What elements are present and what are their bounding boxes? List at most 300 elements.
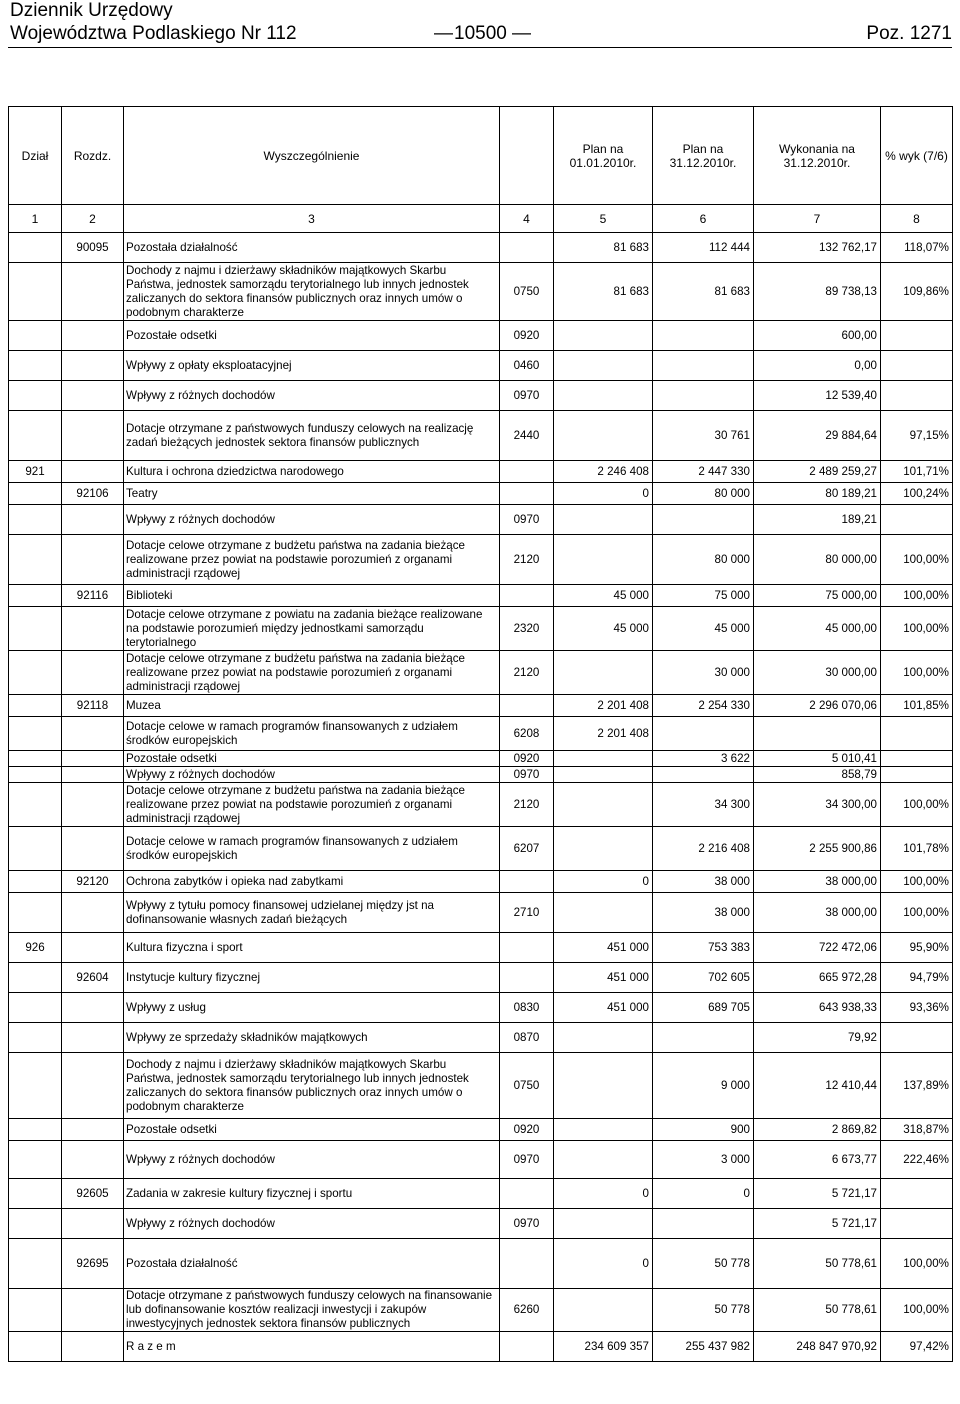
cell-description: Ochrona zabytków i opieka nad zabytkami — [124, 871, 500, 893]
cell-percent: 100,00% — [881, 585, 953, 607]
table-row — [9, 1119, 953, 1141]
cell-dzial — [9, 1119, 62, 1141]
cell-execution: 80 189,21 — [754, 483, 881, 505]
cell-paragraph — [500, 483, 554, 505]
cell-rozdz — [62, 751, 124, 767]
cell-dzial — [9, 695, 62, 717]
cell-execution: 34 300,00 — [754, 783, 881, 827]
table-row — [9, 1239, 953, 1289]
cell-description: Wpływy z usług — [124, 993, 500, 1023]
cell-paragraph: 0920 — [500, 751, 554, 767]
page-header — [10, 0, 952, 46]
cell-plan-start: 2 246 408 — [554, 461, 653, 483]
cell-rozdz — [62, 505, 124, 535]
cell-percent: 94,79% — [881, 963, 953, 993]
cell-percent: 222,46% — [881, 1141, 953, 1179]
cell-plan-end — [653, 351, 754, 381]
cell-percent: 97,15% — [881, 411, 953, 461]
table-row — [9, 461, 953, 483]
cell-plan-start: 234 609 357 — [554, 1332, 653, 1362]
column-number: 3 — [124, 205, 500, 233]
cell-execution: 5 010,41 — [754, 751, 881, 767]
table-row — [9, 263, 953, 321]
cell-plan-end: 50 778 — [653, 1289, 754, 1332]
table-row — [9, 1179, 953, 1209]
cell-description: Kultura i ochrona dziedzictwa narodowego — [124, 461, 500, 483]
cell-plan-end: 2 216 408 — [653, 827, 754, 871]
cell-plan-start — [554, 893, 653, 933]
cell-rozdz — [62, 263, 124, 321]
cell-plan-start — [554, 751, 653, 767]
cell-rozdz: 92118 — [62, 695, 124, 717]
cell-plan-start: 2 201 408 — [554, 717, 653, 751]
cell-description: Wpływy z różnych dochodów — [124, 1209, 500, 1239]
page-number-dash-right: — — [512, 23, 531, 44]
cell-paragraph — [500, 963, 554, 993]
cell-rozdz — [62, 651, 124, 695]
table-row — [9, 535, 953, 585]
cell-plan-start: 0 — [554, 1179, 653, 1209]
position-number: Poz. 1271 — [866, 23, 952, 44]
cell-execution: 5 721,17 — [754, 1209, 881, 1239]
table-row — [9, 233, 953, 263]
cell-plan-start — [554, 1119, 653, 1141]
cell-description: Dochody z najmu i dzierżawy składników majątkowych Skarbu Państwa, jednostek samorządu terytorialnego lub innych jednostek zaliczanych do sektora finansów publicznych oraz innych umów o podobnym charakterze — [124, 1053, 500, 1119]
cell-plan-end — [653, 321, 754, 351]
cell-description: Biblioteki — [124, 585, 500, 607]
column-number: 7 — [754, 205, 881, 233]
cell-plan-start: 45 000 — [554, 607, 653, 651]
cell-dzial — [9, 607, 62, 651]
cell-plan-start — [554, 411, 653, 461]
cell-paragraph: 6208 — [500, 717, 554, 751]
cell-execution: 248 847 970,92 — [754, 1332, 881, 1362]
column-header-rozdz: Rozdz. — [62, 107, 124, 205]
column-number: 4 — [500, 205, 554, 233]
table-row — [9, 963, 953, 993]
cell-dzial — [9, 1053, 62, 1119]
cell-plan-start: 451 000 — [554, 993, 653, 1023]
cell-percent: 100,00% — [881, 651, 953, 695]
cell-paragraph: 0970 — [500, 381, 554, 411]
cell-plan-start: 0 — [554, 483, 653, 505]
column-header-paragraph — [500, 107, 554, 205]
cell-execution: 12 539,40 — [754, 381, 881, 411]
cell-dzial — [9, 751, 62, 767]
column-number: 1 — [9, 205, 62, 233]
cell-dzial — [9, 1023, 62, 1053]
cell-dzial — [9, 585, 62, 607]
cell-percent: 95,90% — [881, 933, 953, 963]
cell-execution: 29 884,64 — [754, 411, 881, 461]
page-number: 10500 — [454, 23, 507, 44]
cell-dzial — [9, 1179, 62, 1209]
cell-plan-start: 0 — [554, 1239, 653, 1289]
cell-rozdz: 92106 — [62, 483, 124, 505]
cell-plan-end — [653, 505, 754, 535]
table-row — [9, 585, 953, 607]
cell-plan-start — [554, 1289, 653, 1332]
budget-table — [8, 106, 953, 1362]
cell-paragraph — [500, 233, 554, 263]
cell-description: Pozostała działalność — [124, 233, 500, 263]
cell-paragraph: 0750 — [500, 263, 554, 321]
cell-execution: 2 489 259,27 — [754, 461, 881, 483]
header-rule — [8, 47, 952, 48]
cell-rozdz — [62, 321, 124, 351]
cell-percent — [881, 1209, 953, 1239]
cell-dzial — [9, 717, 62, 751]
cell-paragraph — [500, 871, 554, 893]
cell-execution: 2 255 900,86 — [754, 827, 881, 871]
cell-description: R a z e m — [124, 1332, 500, 1362]
cell-plan-start: 451 000 — [554, 933, 653, 963]
cell-description: Dotacje celowe otrzymane z budżetu państwa na zadania bieżące realizowane przez powiat na podstawie porozumień z organami administracji rządowej — [124, 783, 500, 827]
cell-description: Dotacje celowe w ramach programów finansowanych z udziałem środków europejskich — [124, 717, 500, 751]
table-row — [9, 607, 953, 651]
cell-plan-start — [554, 1141, 653, 1179]
cell-description: Instytucje kultury fizycznej — [124, 963, 500, 993]
cell-execution: 858,79 — [754, 767, 881, 783]
cell-paragraph: 2120 — [500, 783, 554, 827]
cell-dzial — [9, 767, 62, 783]
cell-paragraph — [500, 1332, 554, 1362]
cell-plan-end: 0 — [653, 1179, 754, 1209]
cell-execution: 2 296 070,06 — [754, 695, 881, 717]
cell-rozdz — [62, 993, 124, 1023]
cell-plan-start — [554, 321, 653, 351]
cell-plan-end: 30 000 — [653, 651, 754, 695]
cell-execution: 12 410,44 — [754, 1053, 881, 1119]
cell-rozdz — [62, 1332, 124, 1362]
cell-execution: 600,00 — [754, 321, 881, 351]
cell-percent — [881, 1023, 953, 1053]
cell-percent: 100,00% — [881, 535, 953, 585]
cell-rozdz — [62, 1209, 124, 1239]
cell-description: Wpływy z różnych dochodów — [124, 767, 500, 783]
cell-execution: 75 000,00 — [754, 585, 881, 607]
cell-execution: 50 778,61 — [754, 1239, 881, 1289]
cell-rozdz — [62, 351, 124, 381]
cell-description: Kultura fizyczna i sport — [124, 933, 500, 963]
cell-plan-start — [554, 767, 653, 783]
cell-plan-end: 75 000 — [653, 585, 754, 607]
table-row — [9, 767, 953, 783]
column-header-description: Wyszczególnienie — [124, 107, 500, 205]
column-header-execution: Wykonania na 31.12.2010r. — [754, 107, 881, 205]
cell-rozdz — [62, 933, 124, 963]
cell-rozdz: 92695 — [62, 1239, 124, 1289]
page-number-dash-left: — — [434, 23, 453, 44]
column-number: 5 — [554, 205, 653, 233]
cell-description: Wpływy z różnych dochodów — [124, 1141, 500, 1179]
table-row — [9, 871, 953, 893]
cell-dzial — [9, 963, 62, 993]
cell-rozdz — [62, 381, 124, 411]
cell-percent: 101,71% — [881, 461, 953, 483]
cell-paragraph: 6207 — [500, 827, 554, 871]
cell-description: Pozostałe odsetki — [124, 321, 500, 351]
cell-paragraph — [500, 1179, 554, 1209]
cell-dzial — [9, 893, 62, 933]
table-row — [9, 783, 953, 827]
cell-description: Pozostałe odsetki — [124, 1119, 500, 1141]
cell-plan-start: 81 683 — [554, 233, 653, 263]
cell-rozdz: 92604 — [62, 963, 124, 993]
cell-plan-start — [554, 1023, 653, 1053]
cell-percent: 93,36% — [881, 993, 953, 1023]
table-row — [9, 1141, 953, 1179]
column-header-dzial: Dział — [9, 107, 62, 205]
cell-description: Dotacje otrzymane z państwowych funduszy celowych na finansowanie lub dofinansowanie kosztów realizacji inwestycji i zakupów inwestycyjnych jednostek sektora finansów publicznych — [124, 1289, 500, 1332]
cell-dzial — [9, 993, 62, 1023]
cell-plan-end: 2 447 330 — [653, 461, 754, 483]
cell-description: Dotacje celowe otrzymane z budżetu państwa na zadania bieżące realizowane przez powiat na podstawie porozumień z organami administracji rządowej — [124, 651, 500, 695]
cell-rozdz — [62, 1289, 124, 1332]
column-number: 8 — [881, 205, 953, 233]
cell-rozdz — [62, 767, 124, 783]
cell-plan-end: 112 444 — [653, 233, 754, 263]
cell-plan-end: 2 254 330 — [653, 695, 754, 717]
column-header-plan-end: Plan na 31.12.2010r. — [653, 107, 754, 205]
cell-paragraph: 0830 — [500, 993, 554, 1023]
cell-plan-end: 38 000 — [653, 893, 754, 933]
cell-rozdz — [62, 1141, 124, 1179]
cell-description: Wpływy ze sprzedaży składników majątkowych — [124, 1023, 500, 1053]
column-number: 2 — [62, 205, 124, 233]
cell-plan-end: 9 000 — [653, 1053, 754, 1119]
cell-plan-start: 81 683 — [554, 263, 653, 321]
cell-execution: 38 000,00 — [754, 893, 881, 933]
cell-plan-end — [653, 1023, 754, 1053]
table-row — [9, 505, 953, 535]
cell-plan-start — [554, 505, 653, 535]
cell-dzial — [9, 321, 62, 351]
cell-percent: 101,78% — [881, 827, 953, 871]
cell-dzial — [9, 505, 62, 535]
cell-plan-end — [653, 381, 754, 411]
cell-plan-end: 689 705 — [653, 993, 754, 1023]
cell-percent: 100,00% — [881, 893, 953, 933]
cell-description: Pozostała działalność — [124, 1239, 500, 1289]
cell-paragraph — [500, 695, 554, 717]
cell-execution: 132 762,17 — [754, 233, 881, 263]
cell-percent — [881, 505, 953, 535]
cell-dzial — [9, 651, 62, 695]
cell-plan-end: 753 383 — [653, 933, 754, 963]
cell-paragraph: 0460 — [500, 351, 554, 381]
cell-percent: 100,00% — [881, 607, 953, 651]
cell-rozdz: 92116 — [62, 585, 124, 607]
cell-dzial — [9, 263, 62, 321]
cell-percent — [881, 321, 953, 351]
cell-percent: 118,07% — [881, 233, 953, 263]
cell-description: Dotacje celowe w ramach programów finansowanych z udziałem środków europejskich — [124, 827, 500, 871]
cell-execution: 89 738,13 — [754, 263, 881, 321]
cell-rozdz: 92120 — [62, 871, 124, 893]
cell-percent: 100,00% — [881, 1239, 953, 1289]
table-row — [9, 651, 953, 695]
table-row — [9, 1023, 953, 1053]
cell-paragraph: 2120 — [500, 651, 554, 695]
cell-plan-end — [653, 767, 754, 783]
cell-dzial — [9, 233, 62, 263]
cell-execution: 79,92 — [754, 1023, 881, 1053]
column-number-row — [9, 205, 953, 233]
cell-percent: 100,00% — [881, 1289, 953, 1332]
cell-percent: 318,87% — [881, 1119, 953, 1141]
cell-description: Muzea — [124, 695, 500, 717]
cell-paragraph: 0970 — [500, 1141, 554, 1179]
column-header-plan-start: Plan na 01.01.2010r. — [554, 107, 653, 205]
cell-rozdz — [62, 783, 124, 827]
cell-plan-start — [554, 351, 653, 381]
table-row — [9, 1332, 953, 1362]
cell-plan-start: 2 201 408 — [554, 695, 653, 717]
table-row — [9, 993, 953, 1023]
cell-percent — [881, 381, 953, 411]
cell-plan-start — [554, 535, 653, 585]
cell-execution: 5 721,17 — [754, 1179, 881, 1209]
table-row — [9, 483, 953, 505]
cell-plan-end: 80 000 — [653, 535, 754, 585]
cell-dzial — [9, 1289, 62, 1332]
cell-plan-end: 34 300 — [653, 783, 754, 827]
cell-plan-end: 30 761 — [653, 411, 754, 461]
cell-plan-end: 3 622 — [653, 751, 754, 767]
table-row — [9, 893, 953, 933]
cell-percent — [881, 351, 953, 381]
cell-execution: 50 778,61 — [754, 1289, 881, 1332]
cell-plan-end: 45 000 — [653, 607, 754, 651]
cell-rozdz — [62, 411, 124, 461]
cell-dzial — [9, 783, 62, 827]
cell-percent — [881, 751, 953, 767]
cell-paragraph: 0920 — [500, 1119, 554, 1141]
cell-execution: 38 000,00 — [754, 871, 881, 893]
cell-plan-end: 900 — [653, 1119, 754, 1141]
cell-execution: 2 869,82 — [754, 1119, 881, 1141]
cell-plan-start — [554, 651, 653, 695]
cell-description: Dochody z najmu i dzierżawy składników majątkowych Skarbu Państwa, jednostek samorządu terytorialnego lub innych jednostek zaliczanych do sektora finansów publicznych oraz innych umów o podobnym charakterze — [124, 263, 500, 321]
cell-rozdz — [62, 1119, 124, 1141]
cell-execution: 0,00 — [754, 351, 881, 381]
cell-dzial — [9, 1239, 62, 1289]
cell-percent: 109,86% — [881, 263, 953, 321]
journal-subtitle-line — [10, 22, 952, 46]
table-row — [9, 695, 953, 717]
cell-percent: 97,42% — [881, 1332, 953, 1362]
cell-paragraph: 0750 — [500, 1053, 554, 1119]
cell-paragraph — [500, 585, 554, 607]
cell-paragraph: 0920 — [500, 321, 554, 351]
cell-execution: 30 000,00 — [754, 651, 881, 695]
cell-execution: 189,21 — [754, 505, 881, 535]
cell-plan-start — [554, 381, 653, 411]
table-row — [9, 933, 953, 963]
table-row — [9, 411, 953, 461]
cell-execution: 665 972,28 — [754, 963, 881, 993]
cell-percent: 100,00% — [881, 871, 953, 893]
cell-execution: 722 472,06 — [754, 933, 881, 963]
cell-plan-start: 45 000 — [554, 585, 653, 607]
cell-description: Dotacje celowe otrzymane z powiatu na zadania bieżące realizowane na podstawie porozumień między jednostkami samorządu terytorialnego — [124, 607, 500, 651]
cell-plan-end — [653, 717, 754, 751]
cell-plan-end: 81 683 — [653, 263, 754, 321]
cell-paragraph — [500, 1239, 554, 1289]
cell-plan-start: 451 000 — [554, 963, 653, 993]
cell-rozdz — [62, 827, 124, 871]
cell-rozdz: 92605 — [62, 1179, 124, 1209]
cell-percent: 101,85% — [881, 695, 953, 717]
cell-percent: 100,24% — [881, 483, 953, 505]
cell-plan-start — [554, 827, 653, 871]
cell-rozdz — [62, 607, 124, 651]
cell-paragraph: 2120 — [500, 535, 554, 585]
cell-paragraph: 2710 — [500, 893, 554, 933]
cell-dzial — [9, 1209, 62, 1239]
cell-percent — [881, 767, 953, 783]
cell-plan-end: 38 000 — [653, 871, 754, 893]
cell-plan-start — [554, 1053, 653, 1119]
cell-rozdz — [62, 1053, 124, 1119]
cell-dzial — [9, 483, 62, 505]
cell-dzial — [9, 1141, 62, 1179]
table-row — [9, 751, 953, 767]
cell-plan-end: 3 000 — [653, 1141, 754, 1179]
cell-rozdz — [62, 535, 124, 585]
table-row — [9, 381, 953, 411]
cell-percent: 137,89% — [881, 1053, 953, 1119]
cell-execution: 80 000,00 — [754, 535, 881, 585]
cell-description: Wpływy z różnych dochodów — [124, 381, 500, 411]
cell-description: Teatry — [124, 483, 500, 505]
journal-subtitle: Województwa Podlaskiego Nr 112 — [10, 23, 297, 44]
cell-dzial — [9, 411, 62, 461]
cell-plan-start — [554, 783, 653, 827]
cell-description: Pozostałe odsetki — [124, 751, 500, 767]
column-number: 6 — [653, 205, 754, 233]
cell-description: Dotacje celowe otrzymane z budżetu państwa na zadania bieżące realizowane przez powiat na podstawie porozumień z organami administracji rządowej — [124, 535, 500, 585]
cell-dzial — [9, 1332, 62, 1362]
cell-execution: 45 000,00 — [754, 607, 881, 651]
cell-plan-end: 255 437 982 — [653, 1332, 754, 1362]
cell-paragraph: 0970 — [500, 1209, 554, 1239]
column-header-percent: % wyk (7/6) — [881, 107, 953, 205]
cell-dzial — [9, 535, 62, 585]
cell-paragraph — [500, 461, 554, 483]
cell-description: Wpływy z różnych dochodów — [124, 505, 500, 535]
cell-rozdz: 90095 — [62, 233, 124, 263]
cell-plan-start — [554, 1209, 653, 1239]
cell-execution: 643 938,33 — [754, 993, 881, 1023]
cell-rozdz — [62, 893, 124, 933]
cell-plan-end: 80 000 — [653, 483, 754, 505]
cell-dzial — [9, 381, 62, 411]
cell-dzial — [9, 827, 62, 871]
cell-paragraph: 2440 — [500, 411, 554, 461]
cell-plan-start: 0 — [554, 871, 653, 893]
cell-plan-end: 50 778 — [653, 1239, 754, 1289]
cell-plan-end — [653, 1209, 754, 1239]
cell-rozdz — [62, 717, 124, 751]
cell-dzial — [9, 351, 62, 381]
table-row — [9, 1053, 953, 1119]
journal-title: Dziennik Urzędowy — [10, 0, 173, 21]
cell-rozdz — [62, 461, 124, 483]
cell-dzial — [9, 871, 62, 893]
cell-description: Wpływy z tytułu pomocy finansowej udzielanej między jst na dofinansowanie własnych zadań bieżących — [124, 893, 500, 933]
